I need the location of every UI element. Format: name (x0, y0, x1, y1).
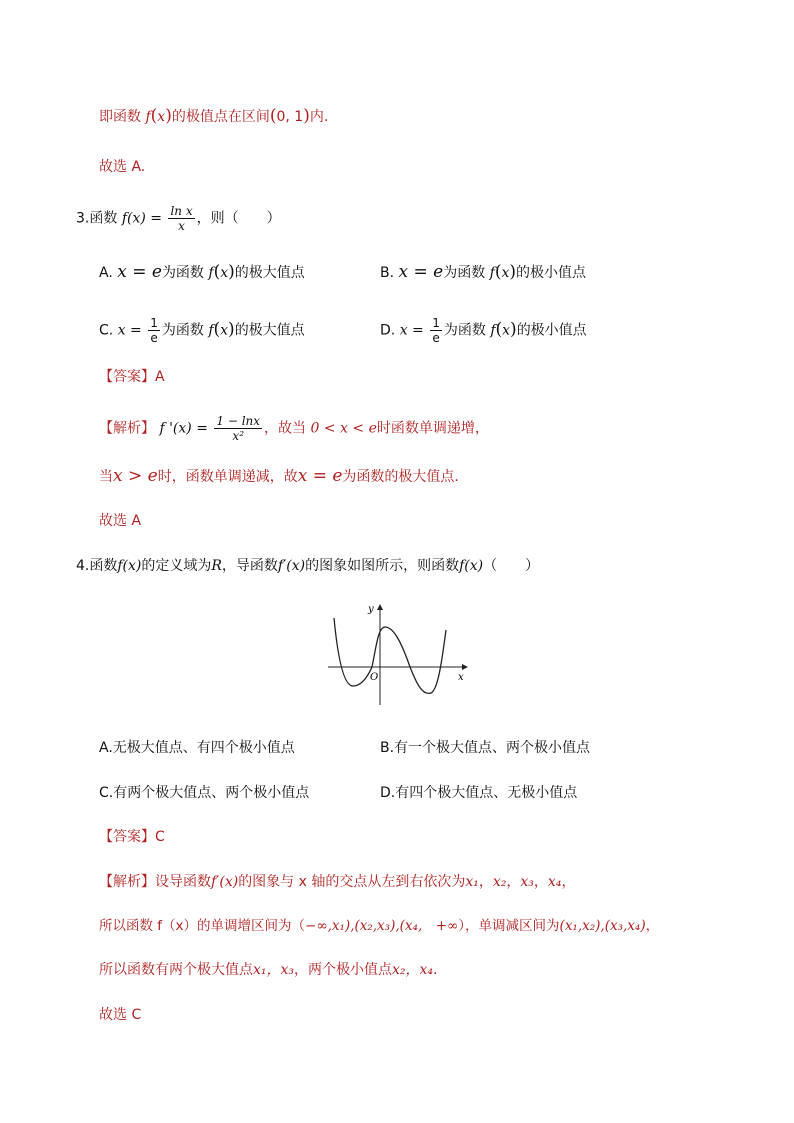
q4-option-b[interactable]: B.有一个极大值点、两个极小值点 (380, 740, 591, 756)
q3-fraction: $\frac{\text{ln x}}{x}$ (170, 204, 193, 233)
y-axis-label: y (368, 604, 374, 615)
x-axis-label: x (458, 672, 464, 683)
q4-analysis-line2: 所以函数 f（x）的单调增区间为（−∞,x₁),(x₂,x₃),(x₄, +∞），单调减区间为(x₁,x₂),(x₃,x₄)， (99, 918, 660, 934)
q4-final: 故选 C (99, 1007, 142, 1023)
q3-option-b[interactable]: B. x = e为函数 f(x)的极小值点 (380, 262, 587, 282)
y-axis-arrow (377, 604, 383, 610)
derivative-curve (334, 618, 446, 693)
x-axis-arrow (462, 664, 468, 670)
prev-conclusion: 即函数 f(x)的极值点在区间(0, 1)内. (99, 106, 329, 126)
q3-analysis: 【解析】 f '(x) = $\frac{1 - \ln x}{\text{x²}}$ ，故当 0 < x < e时函数单调递增， (99, 414, 489, 443)
q3-option-c[interactable]: C. x = $\frac{1}{e}$ 为函数 f(x)的极大值点 (99, 316, 305, 345)
q4-analysis-line3: 所以函数有两个极大值点x₁，x₃，两个极小值点x₂，x₄. (99, 962, 438, 978)
q3-stem: 3.函数 f(x) = $\frac{\text{ln x}}{x}$ ，则（ ） (76, 204, 281, 233)
q3-analysis-line2: 当x > e时，函数单调递减，故x = e为函数的极大值点. (99, 466, 459, 486)
q4-option-a[interactable]: A.无极大值点、有四个极小值点 (99, 740, 295, 756)
q3-option-a[interactable]: A. x = e为函数 f(x)的极大值点 (99, 262, 305, 282)
q3-option-d[interactable]: D. x = $\frac{1}{e}$ 为函数 f(x)的极小值点 (380, 316, 587, 345)
q4-option-c[interactable]: C.有两个极大值点、两个极小值点 (99, 785, 310, 801)
q4-answer: 【答案】C (99, 829, 165, 845)
derivative-graph (320, 600, 470, 710)
origin-label: O (370, 672, 379, 683)
q3-final: 故选 A (99, 513, 142, 529)
q3-answer: 【答案】A (99, 369, 165, 385)
q4-analysis: 【解析】设导函数f′(x)的图象与 x 轴的交点从左到右依次为x₁，x₂，x₃，x₄， (99, 874, 576, 890)
q4-stem: 4.函数f(x)的定义域为R，导函数f′(x)的图象如图所示，则函数f(x)（ ） (76, 558, 540, 574)
q4-option-d[interactable]: D.有四个极大值点、无极小值点 (380, 785, 578, 801)
prev-answer: 故选 A. (99, 159, 146, 175)
